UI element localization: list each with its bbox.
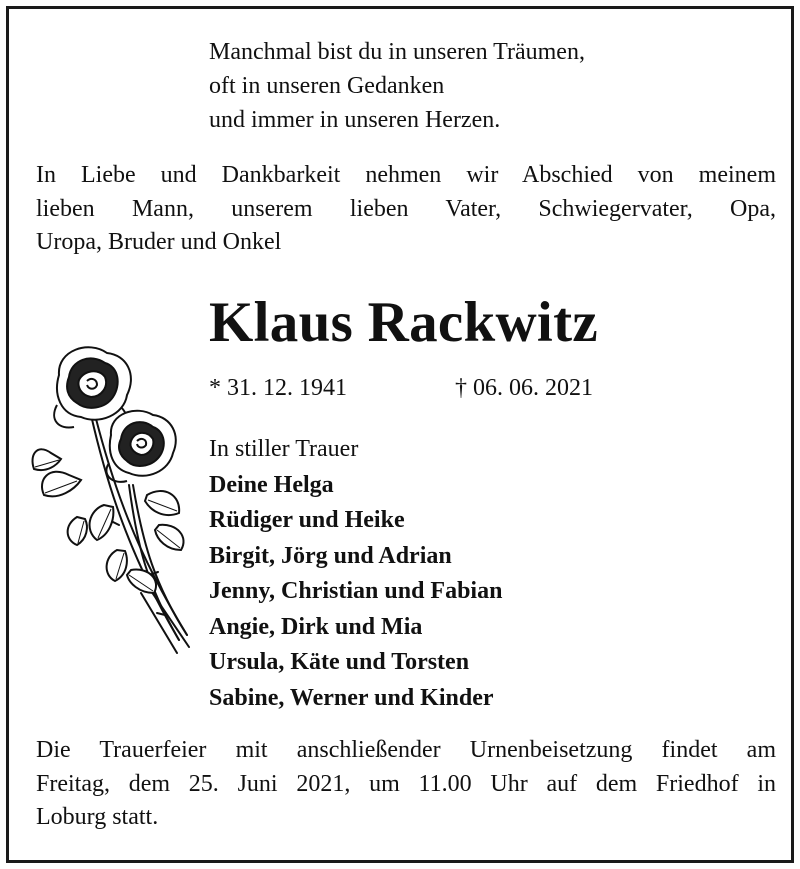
mourners-list xyxy=(209,432,502,716)
funeral-line: Loburg statt. xyxy=(36,804,159,830)
deceased-name: Klaus Rackwitz xyxy=(209,291,598,354)
poem-line: und immer in unseren Herzen. xyxy=(209,107,501,133)
funeral-line: Die Trauerfeier mit anschließender Urnenbeisetzung findet am xyxy=(36,737,776,763)
death-date: † 06. 06. 2021 xyxy=(455,375,593,401)
funeral-info xyxy=(36,734,776,835)
farewell-line: In Liebe und Dankbarkeit nehmen wir Abschied von meinem xyxy=(36,162,776,188)
birth-date: * 31. 12. 1941 xyxy=(209,375,347,401)
life-dates xyxy=(209,373,593,403)
roses-illustration-icon xyxy=(29,335,199,670)
farewell-line: lieben Mann, unserem lieben Vater, Schwiegervater, Opa, xyxy=(36,195,776,222)
mourner-name: Birgit, Jörg und Adrian xyxy=(209,542,452,569)
farewell-line: Uropa, Bruder und Onkel xyxy=(36,229,282,255)
memorial-poem xyxy=(209,35,585,137)
farewell-text xyxy=(36,159,776,260)
mourner-name: Angie, Dirk und Mia xyxy=(209,613,423,640)
mourner-name: Sabine, Werner und Kinder xyxy=(209,684,494,711)
mourner-name: Deine Helga xyxy=(209,471,334,498)
poem-line: oft in unseren Gedanken xyxy=(209,73,445,99)
mourner-name: Ursula, Käte und Torsten xyxy=(209,649,470,675)
obituary-notice xyxy=(6,6,794,863)
funeral-line: Freitag, dem 25. Juni 2021, um 11.00 Uhr auf dem Friedhof in xyxy=(36,770,776,797)
mourners-heading: In stiller Trauer xyxy=(209,436,359,462)
mourner-name: Jenny, Christian und Fabian xyxy=(209,578,503,604)
poem-line: Manchmal bist du in unseren Träumen, xyxy=(209,39,585,65)
mourner-name: Rüdiger und Heike xyxy=(209,507,405,533)
